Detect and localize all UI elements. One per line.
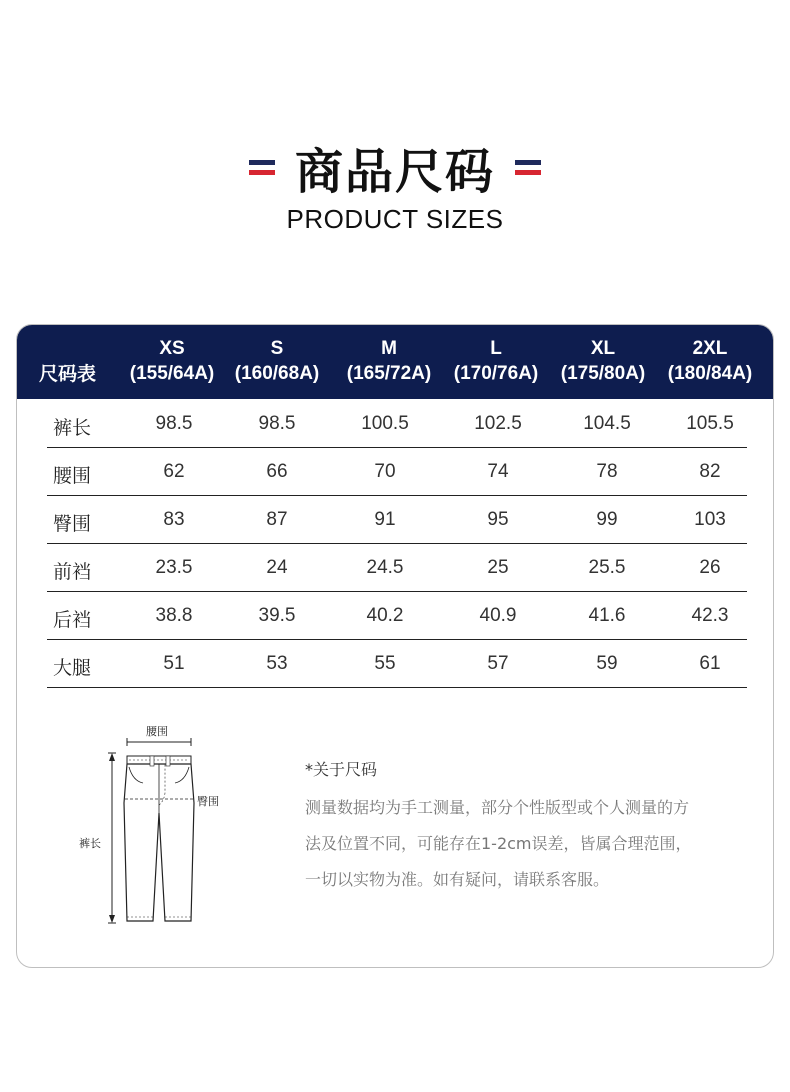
page-subtitle: PRODUCT SIZES <box>286 204 504 234</box>
pants-measurement-diagram <box>73 723 233 933</box>
table-cell: 39.5 <box>258 605 296 626</box>
table-cell: 105.5 <box>686 413 734 434</box>
flag-icon-left <box>249 160 275 175</box>
table-cell: 24.5 <box>366 557 404 578</box>
table-cell: 61 <box>699 653 721 674</box>
size-column-header <box>668 337 753 387</box>
row-label: 大腿 <box>53 657 92 679</box>
size-code: (170/76A) <box>453 363 539 384</box>
table-cell: 41.6 <box>588 605 626 626</box>
length-label: 裤长 <box>79 837 101 850</box>
table-cell: 100.5 <box>361 413 409 434</box>
note-line: 法及位置不同，可能存在1-2cm误差，皆属合理范围， <box>305 834 692 853</box>
page-title: 商品尺码 <box>294 143 495 200</box>
size-column-header <box>130 337 215 387</box>
table-cell: 23.5 <box>155 557 193 578</box>
table-cell: 99 <box>596 509 618 530</box>
row-label: 裤长 <box>53 417 92 439</box>
table-cell: 98.5 <box>258 413 296 434</box>
table-cell: 26 <box>699 557 721 578</box>
table-row <box>47 399 747 448</box>
size-code: (165/72A) <box>346 363 432 384</box>
table-cell: 42.3 <box>691 605 729 626</box>
size-column-header <box>561 337 646 387</box>
table-cell: 78 <box>596 461 618 482</box>
table-cell: 25 <box>487 557 509 578</box>
table-cell: 70 <box>374 461 396 482</box>
flag-icon-right <box>515 160 541 175</box>
table-row <box>47 543 747 592</box>
hip-label: 臀围 <box>197 795 219 808</box>
size-name: 2XL <box>692 338 728 359</box>
table-cell: 83 <box>163 509 185 530</box>
table-cell: 74 <box>487 461 509 482</box>
size-column-header <box>235 337 320 387</box>
table-cell: 87 <box>266 509 288 530</box>
table-cell: 91 <box>374 509 396 530</box>
table-row <box>47 591 747 640</box>
size-note <box>305 757 755 898</box>
row-label: 腰围 <box>53 465 92 487</box>
note-line: 测量数据均为手工测量，部分个性版型或个人测量的方 <box>305 798 690 817</box>
table-cell: 82 <box>699 461 721 482</box>
table-cell: 24 <box>266 557 288 578</box>
size-code: (155/64A) <box>129 363 215 384</box>
table-cell: 57 <box>487 653 509 674</box>
size-name: XL <box>590 338 616 359</box>
table-cell: 102.5 <box>474 413 522 434</box>
size-column-header <box>454 337 539 387</box>
table-cell: 98.5 <box>155 413 193 434</box>
size-table-header <box>17 325 774 399</box>
size-name: M <box>381 338 397 359</box>
table-row <box>47 639 747 688</box>
table-cell: 53 <box>266 653 288 674</box>
size-name: L <box>490 338 502 359</box>
table-cell: 66 <box>266 461 288 482</box>
table-cell: 38.8 <box>155 605 193 626</box>
note-title: *关于尺码 <box>305 760 378 779</box>
table-cell: 103 <box>694 509 726 530</box>
table-cell: 51 <box>163 653 185 674</box>
row-label: 前裆 <box>53 561 92 583</box>
table-row <box>47 495 747 544</box>
table-cell: 40.2 <box>366 605 404 626</box>
table-row <box>47 447 747 496</box>
size-name: XS <box>159 338 185 359</box>
size-name: S <box>270 338 284 359</box>
table-cell: 62 <box>163 461 185 482</box>
size-code: (175/80A) <box>560 363 646 384</box>
size-chart-card <box>16 324 774 968</box>
size-code: (160/68A) <box>234 363 320 384</box>
size-code: (180/84A) <box>667 363 753 384</box>
size-table-corner-label: 尺码表 <box>39 363 97 385</box>
table-cell: 55 <box>374 653 396 674</box>
size-column-header <box>347 337 432 387</box>
row-label: 后裆 <box>53 609 92 631</box>
table-cell: 104.5 <box>583 413 631 434</box>
table-cell: 59 <box>596 653 618 674</box>
note-line: 一切以实物为准。如有疑问，请联系客服。 <box>305 870 610 889</box>
table-cell: 95 <box>487 509 509 530</box>
waist-label: 腰围 <box>146 725 168 738</box>
row-label: 臀围 <box>53 513 92 535</box>
table-cell: 25.5 <box>588 557 626 578</box>
title-row <box>0 132 790 202</box>
pants-icon <box>73 723 233 933</box>
table-cell: 40.9 <box>479 605 517 626</box>
